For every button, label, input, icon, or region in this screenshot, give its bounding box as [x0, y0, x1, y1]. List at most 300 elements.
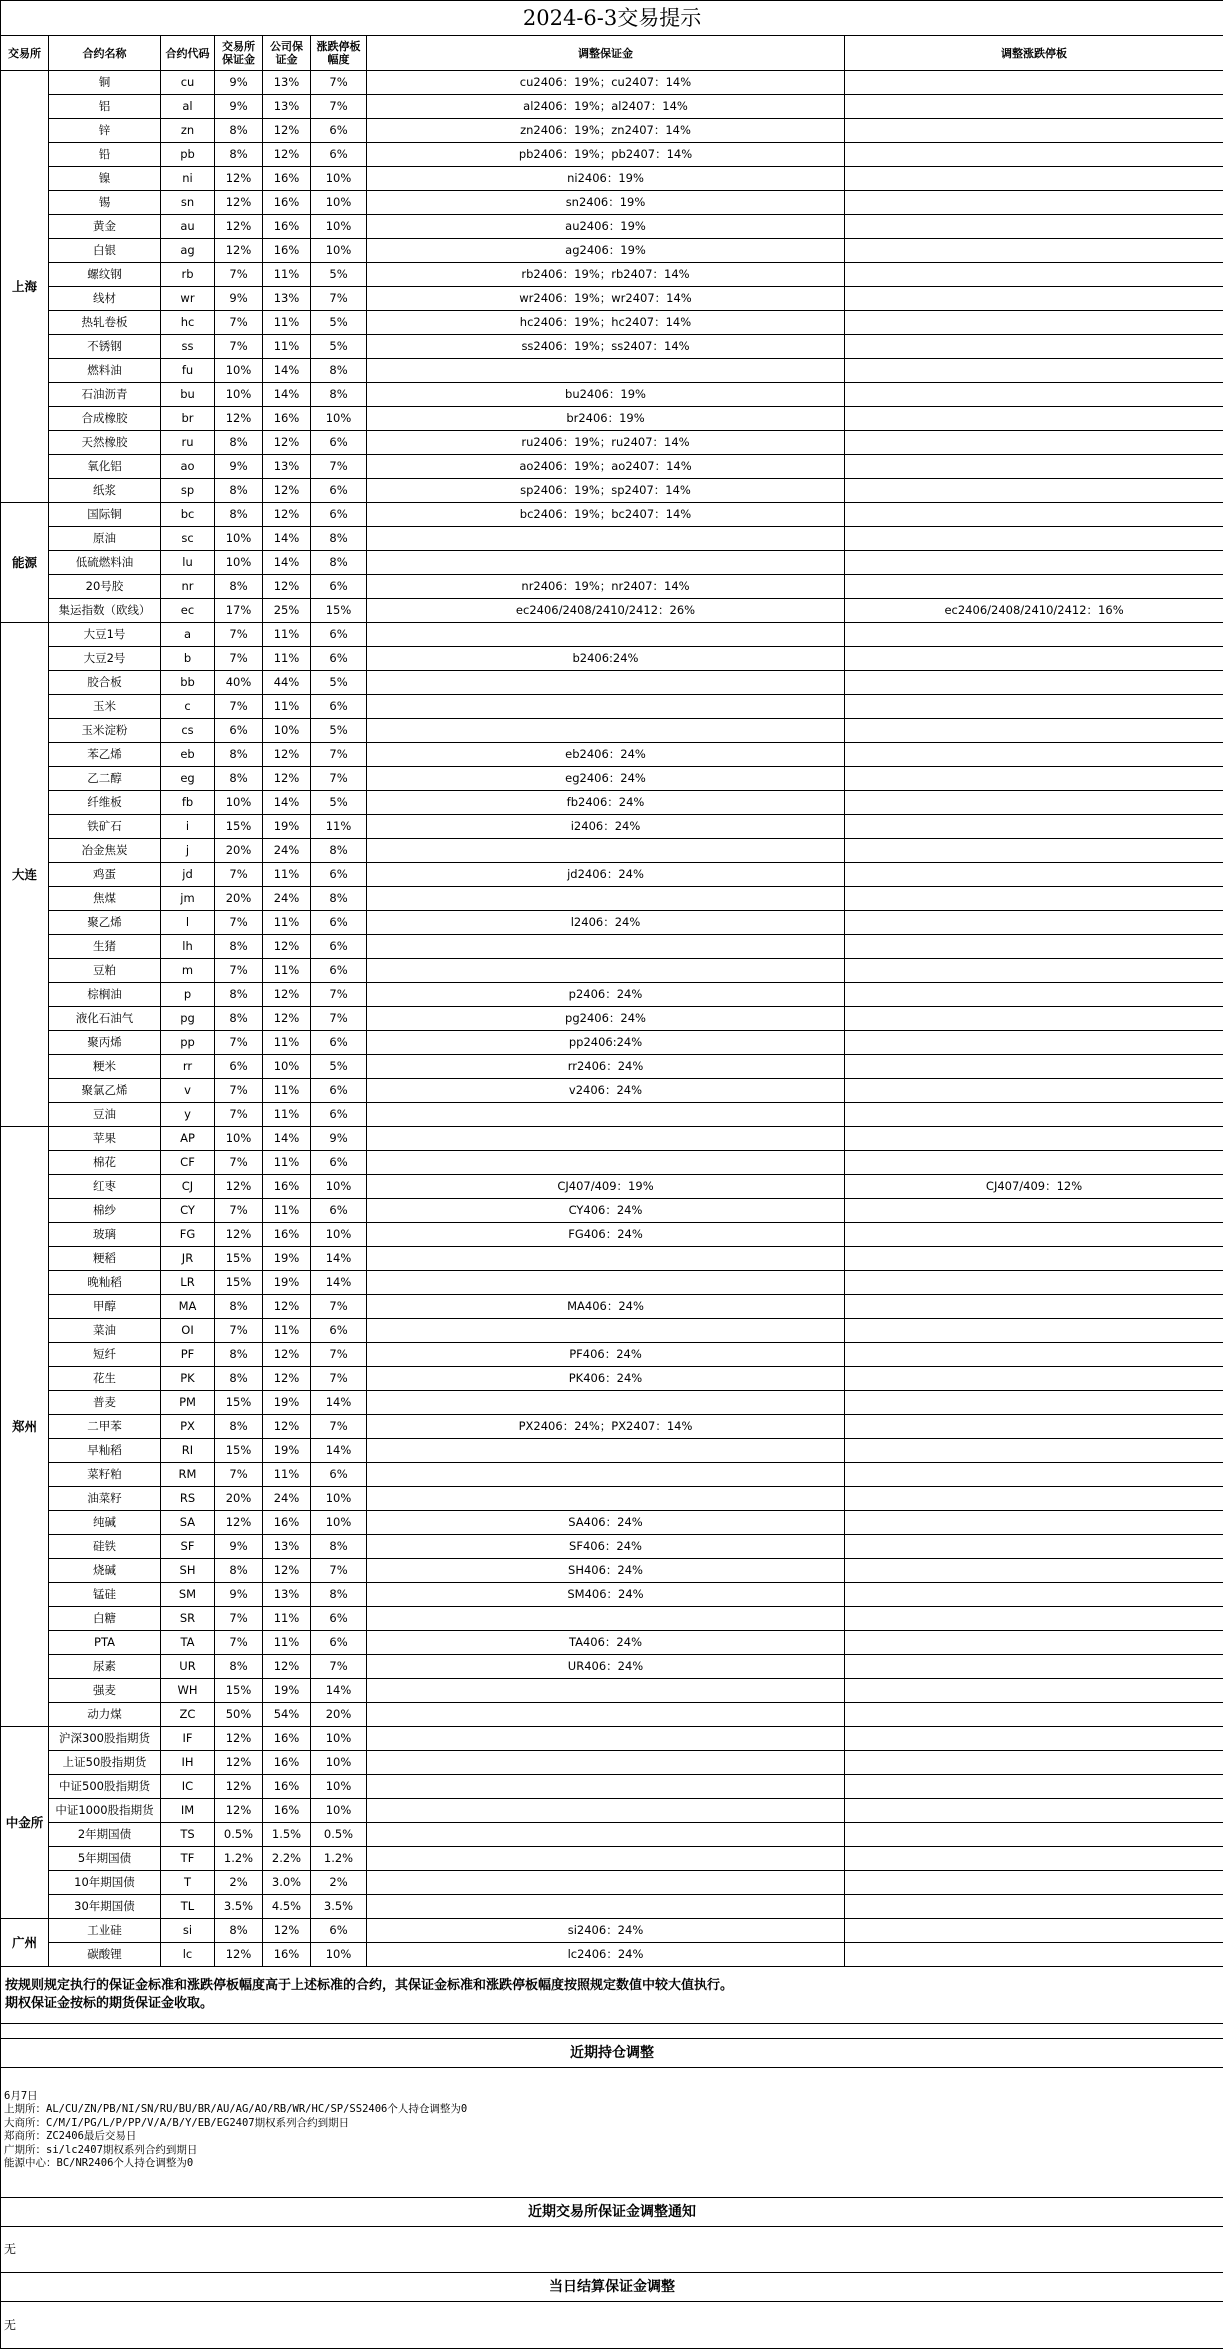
- adjust-margin: si2406：24%: [367, 1919, 845, 1943]
- company-margin: 12%: [263, 1655, 311, 1679]
- table-row: [1, 479, 1223, 503]
- table-row: [1, 527, 1223, 551]
- header-limit: 涨跌停板幅度: [311, 36, 367, 71]
- limit-range: 6%: [311, 623, 367, 647]
- limit-range: 10%: [311, 1175, 367, 1199]
- adjust-margin: [367, 1487, 845, 1511]
- exchange-margin: 50%: [215, 1703, 263, 1727]
- adjust-limit: [845, 839, 1223, 863]
- exchange-margin: 12%: [215, 239, 263, 263]
- company-margin: 11%: [263, 335, 311, 359]
- adjust-limit: CJ407/409：12%: [845, 1175, 1223, 1199]
- contract-name: 生猪: [49, 935, 161, 959]
- table-row: [1, 1223, 1223, 1247]
- limit-range: 8%: [311, 551, 367, 575]
- adjust-limit: [845, 1031, 1223, 1055]
- table-header: [1, 36, 1223, 71]
- contract-code: ec: [161, 599, 215, 623]
- contract-code: CY: [161, 1199, 215, 1223]
- contract-name: 氧化铝: [49, 455, 161, 479]
- company-margin: 14%: [263, 791, 311, 815]
- contract-name: 普麦: [49, 1391, 161, 1415]
- company-margin: 14%: [263, 527, 311, 551]
- limit-range: 6%: [311, 1079, 367, 1103]
- contract-code: wr: [161, 287, 215, 311]
- adjust-margin: [367, 839, 845, 863]
- table-row: [1, 1487, 1223, 1511]
- limit-range: 6%: [311, 1031, 367, 1055]
- contract-name: 豆粕: [49, 959, 161, 983]
- exchange-margin: 7%: [215, 1631, 263, 1655]
- limit-range: 14%: [311, 1679, 367, 1703]
- table-row: [1, 1823, 1223, 1847]
- adjust-limit: [845, 647, 1223, 671]
- contract-code: MA: [161, 1295, 215, 1319]
- table-row: [1, 1391, 1223, 1415]
- limit-range: 6%: [311, 1631, 367, 1655]
- adjust-limit: [845, 1823, 1223, 1847]
- adjust-margin: [367, 1463, 845, 1487]
- contract-name: 纤维板: [49, 791, 161, 815]
- exchange-margin: 8%: [215, 767, 263, 791]
- limit-range: 10%: [311, 215, 367, 239]
- company-margin: 24%: [263, 839, 311, 863]
- adjust-limit: [845, 1751, 1223, 1775]
- table-row: [1, 1463, 1223, 1487]
- limit-range: 7%: [311, 983, 367, 1007]
- exchange-cell: 上海: [1, 71, 49, 503]
- contract-code: j: [161, 839, 215, 863]
- table-row: [1, 455, 1223, 479]
- company-margin: 10%: [263, 719, 311, 743]
- position-line: 广期所：si/lc2407期权系列合约到期日: [4, 2144, 1220, 2157]
- exchange-margin: 2%: [215, 1871, 263, 1895]
- adjust-limit: [845, 863, 1223, 887]
- contract-name: 短纤: [49, 1343, 161, 1367]
- exchange-margin: 20%: [215, 839, 263, 863]
- company-margin: 13%: [263, 287, 311, 311]
- limit-range: 5%: [311, 671, 367, 695]
- exchange-margin: 10%: [215, 527, 263, 551]
- table-row: [1, 935, 1223, 959]
- exchange-margin: 8%: [215, 479, 263, 503]
- company-margin: 14%: [263, 551, 311, 575]
- adjust-limit: [845, 1271, 1223, 1295]
- table-row: [1, 1103, 1223, 1127]
- adjust-margin: rb2406：19%；rb2407：14%: [367, 263, 845, 287]
- exchange-margin: 7%: [215, 335, 263, 359]
- company-margin: 12%: [263, 1295, 311, 1319]
- contract-name: 10年期国债: [49, 1871, 161, 1895]
- company-margin: 11%: [263, 1463, 311, 1487]
- adjust-limit: [845, 1127, 1223, 1151]
- table-row: [1, 407, 1223, 431]
- position-line: 大商所：C/M/I/PG/L/P/PP/V/A/B/Y/EB/EG2407期权系列合约到期日: [4, 2117, 1220, 2130]
- adjust-margin: [367, 671, 845, 695]
- limit-range: 6%: [311, 935, 367, 959]
- adjust-limit: [845, 791, 1223, 815]
- contract-code: b: [161, 647, 215, 671]
- contract-name: 不锈钢: [49, 335, 161, 359]
- exchange-margin: 8%: [215, 431, 263, 455]
- adjust-margin: lc2406：24%: [367, 1943, 845, 1967]
- table-row: [1, 1343, 1223, 1367]
- exchange-margin: 7%: [215, 1031, 263, 1055]
- limit-range: 6%: [311, 695, 367, 719]
- exchange-margin: 7%: [215, 1151, 263, 1175]
- contract-code: TF: [161, 1847, 215, 1871]
- table-row: [1, 359, 1223, 383]
- contract-name: 热轧卷板: [49, 311, 161, 335]
- exchange-notice-content: 无: [1, 2227, 1223, 2273]
- company-margin: 16%: [263, 1799, 311, 1823]
- adjust-margin: [367, 551, 845, 575]
- adjust-margin: i2406：24%: [367, 815, 845, 839]
- limit-range: 6%: [311, 119, 367, 143]
- contract-name: 冶金焦炭: [49, 839, 161, 863]
- contract-code: lc: [161, 1943, 215, 1967]
- contract-code: br: [161, 407, 215, 431]
- contract-code: TS: [161, 1823, 215, 1847]
- limit-range: 6%: [311, 431, 367, 455]
- company-margin: 11%: [263, 1607, 311, 1631]
- company-margin: 19%: [263, 1679, 311, 1703]
- adjust-limit: [845, 1055, 1223, 1079]
- adjust-margin: MA406：24%: [367, 1295, 845, 1319]
- limit-range: 10%: [311, 1511, 367, 1535]
- exchange-margin: 12%: [215, 191, 263, 215]
- contract-name: 硅铁: [49, 1535, 161, 1559]
- company-margin: 16%: [263, 167, 311, 191]
- adjust-limit: [845, 1895, 1223, 1919]
- position-adjust-header: [1, 2039, 1223, 2068]
- limit-range: 5%: [311, 263, 367, 287]
- table-row: [1, 1919, 1223, 1943]
- contract-code: fb: [161, 791, 215, 815]
- exchange-margin: 15%: [215, 1271, 263, 1295]
- exchange-margin: 12%: [215, 1799, 263, 1823]
- company-margin: 19%: [263, 1439, 311, 1463]
- contract-name: 铜: [49, 71, 161, 95]
- contract-name: 燃料油: [49, 359, 161, 383]
- exchange-margin: 7%: [215, 1103, 263, 1127]
- contract-name: 二甲苯: [49, 1415, 161, 1439]
- contract-name: 油菜籽: [49, 1487, 161, 1511]
- table-row: [1, 1631, 1223, 1655]
- contract-name: 烧碱: [49, 1559, 161, 1583]
- company-margin: 16%: [263, 1223, 311, 1247]
- adjust-margin: [367, 1799, 845, 1823]
- adjust-margin: ao2406：19%；ao2407：14%: [367, 455, 845, 479]
- limit-range: 10%: [311, 407, 367, 431]
- adjust-limit: [845, 1607, 1223, 1631]
- company-margin: 44%: [263, 671, 311, 695]
- contract-name: 胶合板: [49, 671, 161, 695]
- header-contract-name: 合约名称: [49, 36, 161, 71]
- contract-code: TL: [161, 1895, 215, 1919]
- company-margin: 16%: [263, 407, 311, 431]
- company-margin: 24%: [263, 887, 311, 911]
- adjust-margin: [367, 1727, 845, 1751]
- table-row: [1, 983, 1223, 1007]
- company-margin: 25%: [263, 599, 311, 623]
- contract-name: 工业硅: [49, 1919, 161, 1943]
- table-row: [1, 839, 1223, 863]
- company-margin: 12%: [263, 1367, 311, 1391]
- adjust-margin: PK406：24%: [367, 1367, 845, 1391]
- contract-code: bb: [161, 671, 215, 695]
- adjust-margin: [367, 959, 845, 983]
- exchange-margin: 10%: [215, 383, 263, 407]
- company-margin: 11%: [263, 263, 311, 287]
- table-row: [1, 743, 1223, 767]
- contract-code: zn: [161, 119, 215, 143]
- adjust-margin: SM406：24%: [367, 1583, 845, 1607]
- adjust-margin: [367, 1823, 845, 1847]
- table-row: [1, 623, 1223, 647]
- exchange-margin: 15%: [215, 1247, 263, 1271]
- limit-range: 5%: [311, 719, 367, 743]
- limit-range: 6%: [311, 1919, 367, 1943]
- adjust-limit: [845, 1079, 1223, 1103]
- adjust-margin: [367, 935, 845, 959]
- settlement-header: [1, 2273, 1223, 2302]
- contract-code: RI: [161, 1439, 215, 1463]
- exchange-margin: 7%: [215, 1319, 263, 1343]
- limit-range: 8%: [311, 1535, 367, 1559]
- adjust-margin: eg2406：24%: [367, 767, 845, 791]
- exchange-margin: 8%: [215, 1559, 263, 1583]
- contract-code: rb: [161, 263, 215, 287]
- table-row: [1, 1583, 1223, 1607]
- contract-code: IH: [161, 1751, 215, 1775]
- limit-range: 7%: [311, 287, 367, 311]
- limit-range: 7%: [311, 1295, 367, 1319]
- position-line: 上期所：AL/CU/ZN/PB/NI/SN/RU/BU/BR/AU/AG/AO/RB/WR/HC/SP/SS2406个人持仓调整为0: [4, 2103, 1220, 2116]
- adjust-limit: [845, 1415, 1223, 1439]
- adjust-limit: [845, 1007, 1223, 1031]
- adjust-limit: [845, 1511, 1223, 1535]
- exchange-margin: 12%: [215, 1727, 263, 1751]
- company-margin: 13%: [263, 71, 311, 95]
- adjust-margin: [367, 1439, 845, 1463]
- adjust-limit: [845, 1151, 1223, 1175]
- adjust-margin: hc2406：19%；hc2407：14%: [367, 311, 845, 335]
- limit-range: 10%: [311, 1727, 367, 1751]
- limit-range: 15%: [311, 599, 367, 623]
- contract-name: 锌: [49, 119, 161, 143]
- company-margin: 19%: [263, 1271, 311, 1295]
- exchange-margin: 7%: [215, 1463, 263, 1487]
- adjust-margin: cu2406：19%；cu2407：14%: [367, 71, 845, 95]
- table-row: [1, 1151, 1223, 1175]
- contract-name: 玻璃: [49, 1223, 161, 1247]
- adjust-margin: pp2406:24%: [367, 1031, 845, 1055]
- table-row: [1, 647, 1223, 671]
- contract-name: 原油: [49, 527, 161, 551]
- contract-name: 苯乙烯: [49, 743, 161, 767]
- contract-code: pg: [161, 1007, 215, 1031]
- exchange-cell: 广州: [1, 1919, 49, 1967]
- company-margin: 12%: [263, 479, 311, 503]
- company-margin: 12%: [263, 431, 311, 455]
- contract-name: 聚乙烯: [49, 911, 161, 935]
- contract-name: 棕榈油: [49, 983, 161, 1007]
- adjust-limit: [845, 815, 1223, 839]
- company-margin: 14%: [263, 1127, 311, 1151]
- contract-code: ru: [161, 431, 215, 455]
- adjust-margin: [367, 1127, 845, 1151]
- contract-code: m: [161, 959, 215, 983]
- limit-range: 8%: [311, 1583, 367, 1607]
- adjust-margin: bc2406：19%；bc2407：14%: [367, 503, 845, 527]
- exchange-margin: 0.5%: [215, 1823, 263, 1847]
- contract-name: 甲醇: [49, 1295, 161, 1319]
- contract-name: 红枣: [49, 1175, 161, 1199]
- company-margin: 13%: [263, 95, 311, 119]
- adjust-margin: FG406：24%: [367, 1223, 845, 1247]
- exchange-notice-body: [1, 2227, 1223, 2273]
- company-margin: 11%: [263, 1103, 311, 1127]
- adjust-margin: b2406:24%: [367, 647, 845, 671]
- limit-range: 7%: [311, 1559, 367, 1583]
- exchange-margin: 15%: [215, 1439, 263, 1463]
- company-margin: 16%: [263, 191, 311, 215]
- table-row: [1, 767, 1223, 791]
- contract-name: 粳稻: [49, 1247, 161, 1271]
- adjust-margin: [367, 1871, 845, 1895]
- adjust-limit: [845, 1103, 1223, 1127]
- company-margin: 12%: [263, 767, 311, 791]
- exchange-margin: 15%: [215, 1391, 263, 1415]
- table-row: [1, 1607, 1223, 1631]
- adjust-limit: [845, 335, 1223, 359]
- adjust-margin: [367, 1271, 845, 1295]
- contract-name: 30年期国债: [49, 1895, 161, 1919]
- table-row: [1, 1535, 1223, 1559]
- table-row: [1, 599, 1223, 623]
- limit-range: 7%: [311, 1655, 367, 1679]
- contract-code: SH: [161, 1559, 215, 1583]
- exchange-margin: 8%: [215, 1367, 263, 1391]
- table-row: [1, 1559, 1223, 1583]
- exchange-margin: 8%: [215, 1655, 263, 1679]
- contract-name: 晚籼稻: [49, 1271, 161, 1295]
- header-exchange-margin: 交易所保证金: [215, 36, 263, 71]
- adjust-limit: [845, 1343, 1223, 1367]
- company-margin: 24%: [263, 1487, 311, 1511]
- adjust-margin: rr2406：24%: [367, 1055, 845, 1079]
- adjust-limit: [845, 1703, 1223, 1727]
- adjust-limit: [845, 167, 1223, 191]
- contract-code: c: [161, 695, 215, 719]
- limit-range: 6%: [311, 1463, 367, 1487]
- contract-name: 强麦: [49, 1679, 161, 1703]
- adjust-margin: ss2406：19%；ss2407：14%: [367, 335, 845, 359]
- contract-code: ao: [161, 455, 215, 479]
- exchange-margin: 8%: [215, 503, 263, 527]
- table-row: [1, 1751, 1223, 1775]
- contract-code: cs: [161, 719, 215, 743]
- exchange-margin: 8%: [215, 1343, 263, 1367]
- adjust-margin: p2406：24%: [367, 983, 845, 1007]
- position-adjust-title: 近期持仓调整: [1, 2039, 1223, 2068]
- contract-code: nr: [161, 575, 215, 599]
- contract-code: RM: [161, 1463, 215, 1487]
- company-margin: 12%: [263, 503, 311, 527]
- exchange-margin: 15%: [215, 1679, 263, 1703]
- contract-name: 菜油: [49, 1319, 161, 1343]
- contract-name: 铅: [49, 143, 161, 167]
- adjust-margin: ec2406/2408/2410/2412：26%: [367, 599, 845, 623]
- exchange-margin: 40%: [215, 671, 263, 695]
- adjust-limit: [845, 983, 1223, 1007]
- contract-name: 早籼稻: [49, 1439, 161, 1463]
- adjust-limit: [845, 239, 1223, 263]
- adjust-limit: [845, 1583, 1223, 1607]
- contract-code: sp: [161, 479, 215, 503]
- contract-code: i: [161, 815, 215, 839]
- header-contract-code: 合约代码: [161, 36, 215, 71]
- table-row: [1, 191, 1223, 215]
- contract-code: WH: [161, 1679, 215, 1703]
- adjust-margin: [367, 1103, 845, 1127]
- limit-range: 6%: [311, 503, 367, 527]
- exchange-notice-title: 近期交易所保证金调整通知: [1, 2198, 1223, 2227]
- contract-name: 鸡蛋: [49, 863, 161, 887]
- contract-code: fu: [161, 359, 215, 383]
- limit-range: 5%: [311, 791, 367, 815]
- header-exchange: 交易所: [1, 36, 49, 71]
- contract-name: 铁矿石: [49, 815, 161, 839]
- exchange-margin: 12%: [215, 167, 263, 191]
- adjust-margin: au2406：19%: [367, 215, 845, 239]
- company-margin: 11%: [263, 695, 311, 719]
- contract-code: sn: [161, 191, 215, 215]
- exchange-margin: 15%: [215, 815, 263, 839]
- company-margin: 12%: [263, 575, 311, 599]
- exchange-margin: 9%: [215, 71, 263, 95]
- table-row: [1, 863, 1223, 887]
- adjust-limit: [845, 1247, 1223, 1271]
- contract-code: TA: [161, 1631, 215, 1655]
- table-row: [1, 671, 1223, 695]
- limit-range: 5%: [311, 1055, 367, 1079]
- limit-range: 14%: [311, 1271, 367, 1295]
- company-margin: 11%: [263, 959, 311, 983]
- limit-range: 10%: [311, 1223, 367, 1247]
- limit-range: 14%: [311, 1391, 367, 1415]
- adjust-limit: [845, 1655, 1223, 1679]
- contract-name: 动力煤: [49, 1703, 161, 1727]
- adjust-margin: sn2406：19%: [367, 191, 845, 215]
- adjust-limit: [845, 1295, 1223, 1319]
- contract-name: 焦煤: [49, 887, 161, 911]
- limit-range: 6%: [311, 575, 367, 599]
- contract-code: eg: [161, 767, 215, 791]
- contract-name: 螺纹钢: [49, 263, 161, 287]
- limit-range: 6%: [311, 143, 367, 167]
- exchange-margin: 9%: [215, 287, 263, 311]
- exchange-margin: 7%: [215, 1607, 263, 1631]
- table-row: [1, 1895, 1223, 1919]
- contract-name: 沪深300股指期货: [49, 1727, 161, 1751]
- limit-range: 6%: [311, 1319, 367, 1343]
- company-margin: 11%: [263, 863, 311, 887]
- adjust-margin: SH406：24%: [367, 1559, 845, 1583]
- limit-range: 10%: [311, 1799, 367, 1823]
- adjust-margin: pg2406：24%: [367, 1007, 845, 1031]
